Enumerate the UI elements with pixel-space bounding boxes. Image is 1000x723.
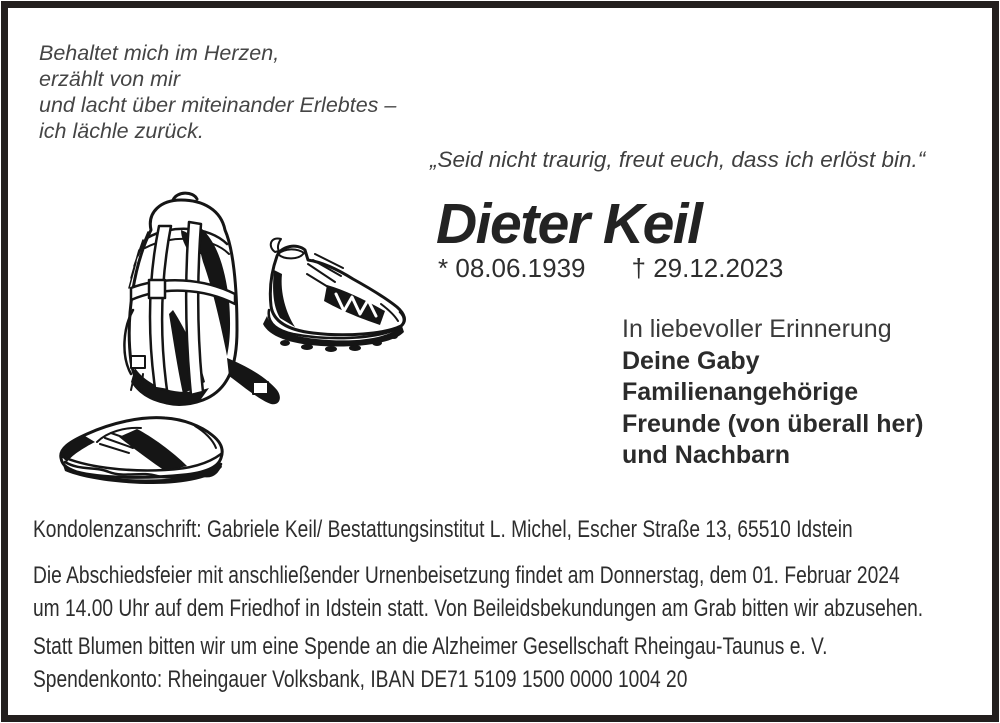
donation-line: Statt Blumen bitten wir um eine Spende an die Alzheimer Gesellschaft Rheingau-Taunus e. V.: [33, 633, 828, 660]
mourner-name: Deine Gaby: [622, 346, 760, 375]
ceremony-line: um 14.00 Uhr auf dem Friedhof in Idstein statt. Von Beileidsbekundungen am Grab bitten wir abzusehen.: [33, 595, 924, 622]
poem-line: und lacht über miteinander Erlebtes –: [39, 93, 397, 117]
opening-poem: [39, 40, 396, 144]
death-symbol: †: [631, 253, 646, 283]
life-dates: [438, 253, 783, 284]
mourner-name: Familienangehörige: [622, 378, 859, 406]
birth-date-value: 08.06.1939: [455, 253, 586, 283]
hiking-gear-illustration: [45, 190, 445, 495]
epitaph-quote: „Seid nicht traurig, freut euch, dass ich erlöst bin.“: [430, 147, 926, 172]
donation-line: Spendenkonto: Rheingauer Volksbank, IBAN DE71 5109 1500 0000 1004 20: [33, 666, 688, 693]
birth-date: [438, 253, 586, 283]
birth-symbol: *: [438, 253, 449, 283]
poem-line: erzählt von mir: [39, 67, 180, 91]
death-date: [632, 253, 784, 283]
ceremony-line: Die Abschiedsfeier mit anschließender Urnenbeisetzung findet am Donnerstag, dem 01. Februar 2024: [33, 562, 900, 589]
mourners-intro: In liebevoller Erinnerung: [622, 315, 892, 343]
donation-info: [33, 630, 827, 696]
death-date-value: 29.12.2023: [653, 253, 784, 283]
condolence-address: Kondolenzanschrift: Gabriele Keil/ Bestattungsinstitut L. Michel, Escher Straße 13, 65510 Idstein: [33, 516, 853, 543]
running-shoe-icon: [61, 418, 222, 484]
hiking-boot-icon: [263, 238, 404, 352]
ceremony-info: [33, 559, 923, 625]
mourner-name: und Nachbarn: [622, 441, 791, 469]
backpack-icon: [124, 193, 279, 405]
poem-line: ich lächle zurück.: [39, 119, 204, 143]
mourners-block: [622, 314, 923, 472]
poem-line: Behaltet mich im Herzen,: [39, 41, 280, 65]
deceased-name: Dieter Keil: [436, 192, 702, 256]
mourner-name: Freunde (von überall her): [622, 409, 924, 438]
